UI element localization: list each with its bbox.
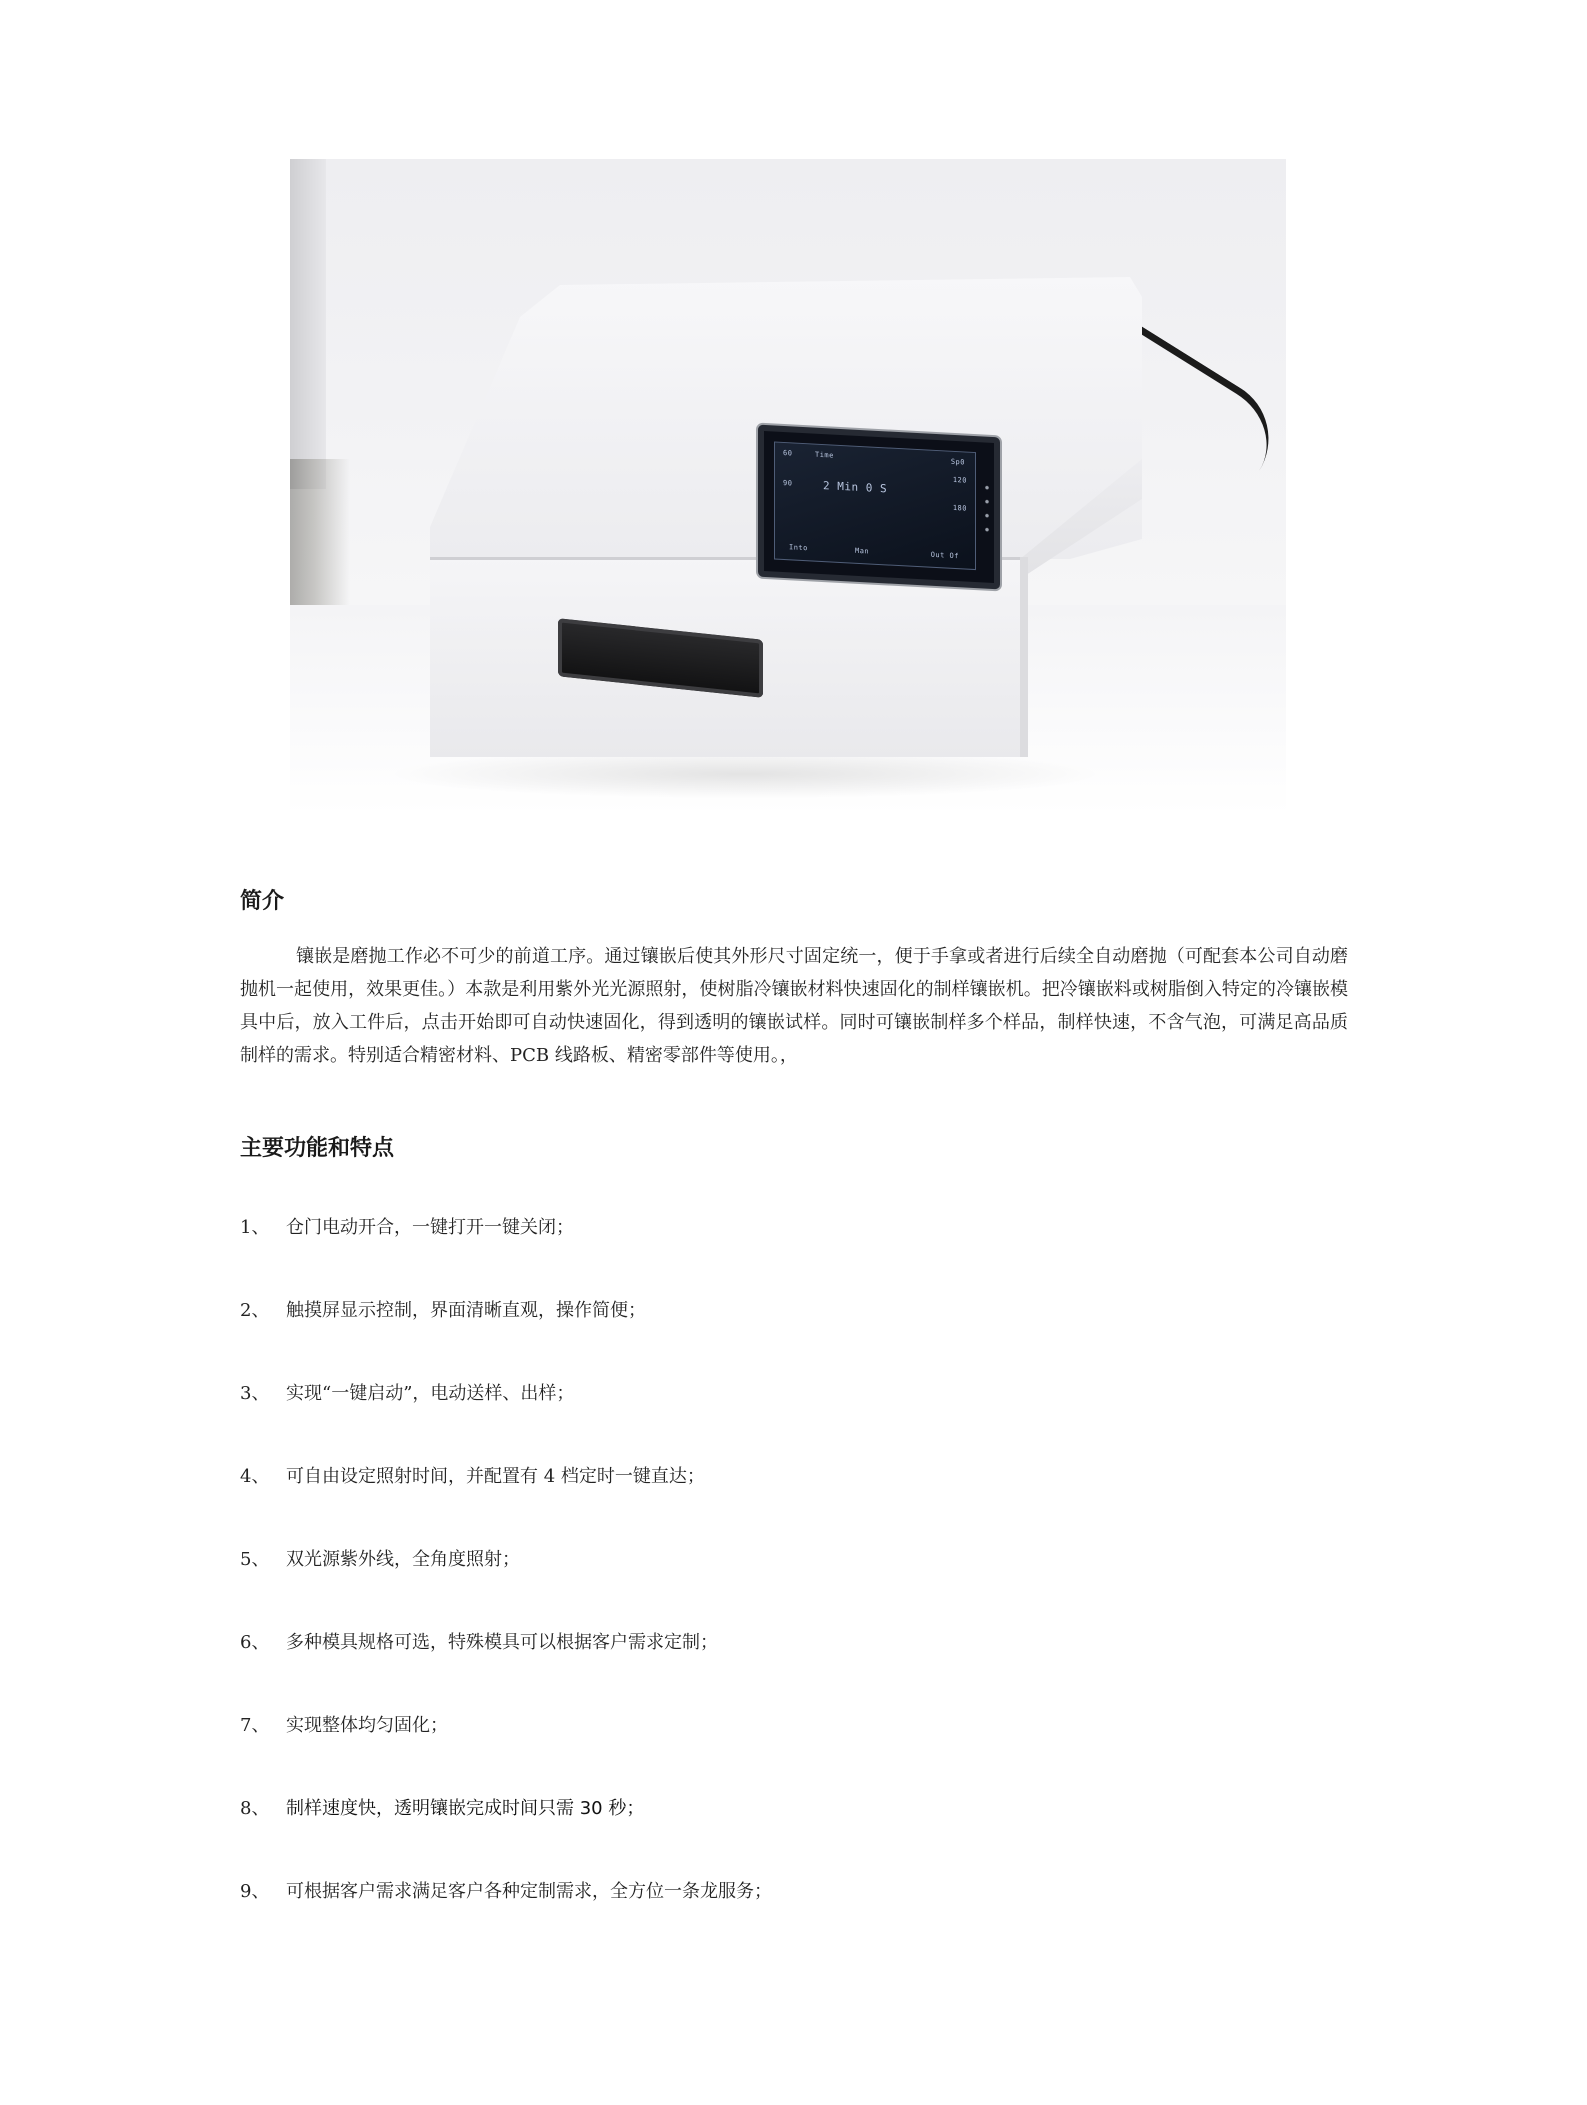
list-item (240, 1382, 1348, 1465)
intro-paragraph: 镶嵌是磨抛工作必不可少的前道工序。通过镶嵌后使其外形尺寸固定统一，便于手拿或者进行后续全自动磨抛（可配套本公司自动磨抛机一起使用，效果更佳。）本款是利用紫外光光源照射，使树脂冷镶嵌材料快速固化的制样镶嵌机。把冷镶嵌料或树脂倒入特定的冷镶嵌模具中后，放入工件后，点击开始即可自动快速固化，得到透明的镶嵌试样。同时可镶嵌制样多个样品，制样快速，不含气泡，可满足高品质制样的需求。特别适合精密材料、PCB 线路板、精密零部件等使用。， (240, 946, 1348, 1066)
list-item-text: 实现整体均匀固化； (286, 1715, 448, 1736)
screen-into: Into (789, 543, 808, 553)
list-item-text: 触摸屏显示控制，界面清晰直观，操作简便； (286, 1300, 646, 1321)
list-item-text: 制样速度快，透明镶嵌完成时间只需 30 秒； (286, 1798, 645, 1819)
section-heading-intro: 简介 (240, 889, 285, 914)
list-item (240, 1631, 1348, 1714)
list-item-text: 双光源紫外线，全角度照射； (286, 1549, 520, 1570)
screen-man: Man (855, 546, 870, 556)
screen-time-value: 2 Min 0 S (823, 479, 888, 496)
list-item-number: 9、 (240, 1881, 270, 1902)
list-item-text: 可根据客户需求满足客户各种定制需求，全方位一条龙服务； (286, 1881, 772, 1902)
list-item (240, 1880, 1348, 1963)
status-leds (985, 481, 989, 541)
product-photo (290, 159, 1286, 815)
list-item (240, 1714, 1348, 1797)
background-wall (290, 159, 326, 489)
list-item (240, 1797, 1348, 1880)
section-heading-features: 主要功能和特点 (240, 1136, 395, 1161)
screen-preset-90: 90 (783, 478, 793, 488)
list-item-text: 仓门电动开合，一键打开一键关闭； (286, 1217, 574, 1238)
screen-set: Sp0 (950, 457, 965, 467)
list-item (240, 1216, 1348, 1299)
list-item-number: 6、 (240, 1632, 270, 1653)
screen-title: Time (815, 450, 834, 460)
list-item (240, 1548, 1348, 1631)
screen-out: Out Of (930, 550, 959, 561)
list-item-number: 1、 (240, 1217, 270, 1238)
screen-preset-60: 60 (783, 448, 793, 458)
screen-display (774, 441, 976, 570)
feature-list (240, 1216, 1348, 1963)
list-item-number: 7、 (240, 1715, 270, 1736)
list-item (240, 1465, 1348, 1548)
list-item (240, 1299, 1348, 1382)
list-item-text: 实现“一键启动”，电动送样、出样； (286, 1383, 575, 1404)
list-item-number: 5、 (240, 1549, 270, 1570)
list-item-number: 3、 (240, 1383, 270, 1404)
screen-preset-120: 120 (952, 475, 967, 485)
list-item-text: 多种模具规格可选，特殊模具可以根据客户需求定制； (286, 1632, 718, 1653)
touch-screen (758, 425, 1000, 590)
list-item-text: 可自由设定照射时间，并配置有 4 档定时一键直达； (286, 1466, 705, 1487)
list-item-number: 4、 (240, 1466, 270, 1487)
screen-preset-180: 180 (952, 503, 967, 513)
list-item-number: 8、 (240, 1798, 270, 1819)
list-item-number: 2、 (240, 1300, 270, 1321)
